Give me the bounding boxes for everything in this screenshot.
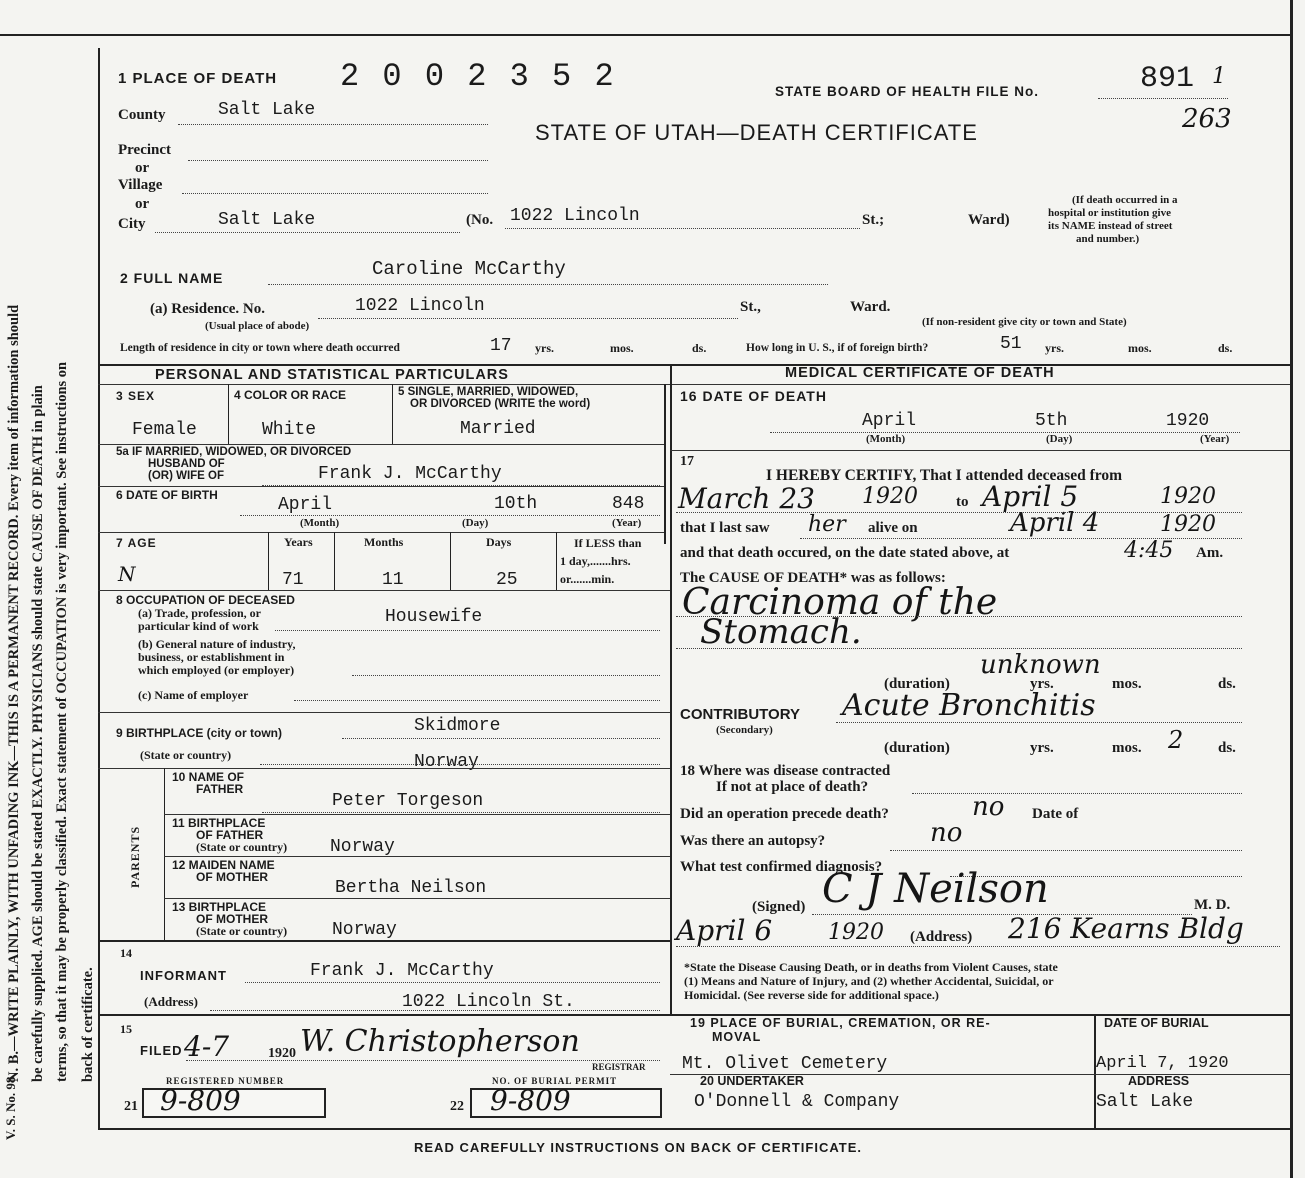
- mother-value: Bertha Neilson: [335, 878, 487, 898]
- birthplace-line: [342, 738, 660, 739]
- father-birthplace: Norway: [330, 837, 395, 857]
- dob-day: 10th: [494, 494, 538, 514]
- disease-label-2: If not at place of death?: [716, 779, 869, 795]
- filed-line: [186, 1060, 660, 1061]
- father-birth-label-2: OF FATHER: [196, 828, 264, 842]
- attended-from: March 23: [678, 482, 815, 515]
- father-birth-label-3: (State or country): [196, 840, 288, 854]
- age-days: 25: [496, 570, 518, 590]
- certificate-title: STATE OF UTAH—DEATH CERTIFICATE: [535, 120, 978, 145]
- signed-date: April 6: [676, 914, 773, 947]
- marital-label-2: OR DIVORCED (WRITE the word): [410, 398, 591, 410]
- how-long-us-years: 51: [1000, 334, 1022, 354]
- duration2-mos: mos.: [1112, 740, 1142, 756]
- parents-divider: [164, 768, 165, 940]
- color-marital-divider: [392, 384, 393, 444]
- usual-abode-label: (Usual place of abode): [205, 320, 310, 332]
- side-note-vs-number: V. S. No. 98: [3, 1076, 18, 1140]
- duration-yrs: yrs.: [1030, 676, 1054, 692]
- spouse-label-3: (OR) WIFE OF: [148, 470, 225, 482]
- operation-label: Did an operation precede death?: [680, 806, 889, 822]
- death-date-rule: [670, 450, 1290, 451]
- death-year-caption: (Year): [1200, 433, 1230, 445]
- occured-text: and that death occured, on the date stated above, at: [680, 545, 1010, 561]
- certify-num: 17: [680, 454, 694, 469]
- filed-label: FILED: [140, 1043, 183, 1058]
- full-name-label: 2 FULL NAME: [120, 270, 224, 286]
- occupation-a-2: particular kind of work: [138, 619, 259, 633]
- attended-to: April 5: [982, 480, 1079, 513]
- burial-date: April 7, 1920: [1096, 1054, 1229, 1073]
- mother-birthplace: Norway: [332, 920, 397, 940]
- birthplace-label: 9 BIRTHPLACE (city or town): [116, 726, 283, 740]
- informant-address-label: (Address): [144, 994, 198, 1009]
- death-day: 5th: [1035, 411, 1068, 431]
- disease-line: [912, 793, 1242, 794]
- dob-year: 848: [612, 494, 645, 514]
- informant-num: 14: [120, 946, 132, 960]
- center-divider: [670, 364, 672, 1014]
- birthplace-country-line: [260, 764, 660, 765]
- form-top-border: [0, 34, 1290, 36]
- marital-label-1: 5 SINGLE, MARRIED, WIDOWED,: [398, 386, 579, 398]
- burial-date-label: DATE OF BURIAL: [1104, 1016, 1209, 1030]
- age-less-3: or.......min.: [560, 572, 615, 586]
- marital-value: Married: [460, 419, 536, 439]
- death-month-caption: (Month): [866, 433, 906, 445]
- county-line: [178, 124, 488, 125]
- row-rule-10: [98, 940, 670, 942]
- form-left-border: [98, 48, 100, 1128]
- footnote-3: Homicidal. (See reverse side for additional space.): [684, 988, 939, 1002]
- row-rule-1: [98, 444, 664, 445]
- hospital-note-2: hospital or institution give: [1048, 207, 1171, 219]
- full-name-line: [268, 284, 828, 285]
- color-label: 4 COLOR OR RACE: [234, 388, 347, 402]
- us-mos-label: mos.: [1128, 341, 1152, 355]
- side-note-line-3: terms, so that it may be properly classified. Exact statement of OCCUPATION is very important. See instructions on: [54, 361, 70, 1082]
- city-line: [155, 232, 460, 233]
- mother-birth-label-3: (State or country): [196, 924, 288, 938]
- burial-label-1: 19 PLACE OF BURIAL, CREMATION, OR RE-: [690, 1016, 991, 1030]
- dob-year-caption: (Year): [612, 517, 642, 529]
- informant-label: INFORMANT: [140, 968, 227, 983]
- occupation-line: [275, 630, 660, 631]
- last-saw-label-2: alive on: [868, 520, 918, 536]
- burial-permit-number: 9-809: [490, 1084, 571, 1117]
- side-note-line-2: be carefully supplied. AGE should be stated EXACTLY. PHYSICIANS should state CAUSE OF DEATH in plain: [30, 385, 46, 1082]
- death-month: April: [862, 411, 917, 431]
- undertaker-label: 20 UNDERTAKER: [700, 1074, 804, 1088]
- duration-label: (duration): [884, 676, 950, 692]
- parents-label: PARENTS: [128, 825, 142, 888]
- us-yrs-label: yrs.: [1045, 341, 1064, 355]
- length-residence-years: 17: [490, 336, 512, 356]
- file-number-label: STATE BOARD OF HEALTH FILE No.: [775, 84, 1039, 99]
- age-less-2: 1 day,.......hrs.: [560, 554, 631, 568]
- sex-color-divider: [228, 384, 229, 444]
- duration-mos: mos.: [1112, 676, 1142, 692]
- full-name-value: Caroline McCarthy: [372, 258, 566, 280]
- burial-label-2: MOVAL: [712, 1030, 762, 1044]
- contributory-months: 2: [1168, 726, 1184, 754]
- stamp-number: 2 0 0 2 3 5 2: [340, 58, 616, 95]
- county-value: Salt Lake: [218, 100, 316, 120]
- age-mark: N: [118, 562, 136, 586]
- dob-line: [240, 515, 660, 516]
- age-days-caption: Days: [486, 535, 512, 549]
- nonresident-note: (If non-resident give city or town and State): [922, 316, 1127, 328]
- death-time-am: Am.: [1196, 545, 1224, 561]
- duration2-ds: ds.: [1218, 740, 1236, 756]
- county-label: County: [118, 107, 166, 123]
- footnote-2: (1) Means and Nature of Injury, and (2) whether Accidental, Suicidal, or: [684, 974, 1054, 988]
- contributory-value: Acute Bronchitis: [842, 688, 1096, 723]
- section-top-rule: [98, 364, 1290, 366]
- cause-label: The CAUSE OF DEATH* was as follows:: [680, 570, 946, 586]
- street-st-label: St.;: [862, 212, 885, 228]
- row-rule-6: [98, 768, 670, 769]
- autopsy-value: no: [930, 818, 963, 848]
- sex-value: Female: [132, 420, 197, 440]
- cause-line-1: Carcinoma of the: [682, 582, 998, 623]
- file-number: 891: [1140, 62, 1195, 96]
- occupation-c: (c) Name of employer: [138, 688, 249, 702]
- street-ward-label: Ward): [968, 212, 1010, 228]
- residence-label: (a) Residence. No.: [150, 301, 265, 317]
- father-birth-label-1: 11 BIRTHPLACE: [172, 816, 266, 830]
- age-years-caption: Years: [284, 535, 313, 549]
- row-rule-4: [98, 590, 670, 591]
- village-line: [182, 193, 488, 194]
- hospital-note-4: and number.): [1076, 233, 1140, 245]
- age-months-caption: Months: [364, 535, 404, 549]
- row-rule-9: [164, 898, 670, 899]
- contributory-line: [836, 722, 1242, 723]
- birthplace-state-label: (State or country): [140, 748, 232, 762]
- physician-signature: C J Neilson: [822, 866, 1049, 912]
- registered-number: 9-809: [160, 1084, 241, 1117]
- residence-line: [318, 318, 738, 319]
- filed-year: 1920: [268, 1046, 296, 1061]
- row-rule-7: [164, 814, 670, 815]
- date-of-label: Date of: [1032, 806, 1079, 822]
- hospital-note-1: (If death occurred in a: [1072, 194, 1178, 206]
- operation-value: no: [972, 792, 1005, 822]
- filed-date: 4-7: [184, 1030, 230, 1063]
- registrar-signature: W. Christopherson: [300, 1024, 580, 1059]
- precinct-line: [188, 160, 488, 161]
- dob-day-caption: (Day): [462, 517, 489, 529]
- death-time: 4:45: [1124, 538, 1174, 563]
- birthplace-country: Norway: [414, 752, 479, 772]
- mother-birth-label-2: OF MOTHER: [196, 912, 268, 926]
- informant-line: [245, 982, 660, 983]
- disease-label-1: 18 Where was disease contracted: [680, 763, 891, 779]
- burial-place: Mt. Olivet Cemetery: [682, 1054, 888, 1074]
- registrar-label: REGISTRAR: [592, 1062, 646, 1072]
- last-saw-pronoun: her: [808, 512, 846, 537]
- secondary-label: (Secondary): [716, 724, 773, 736]
- age-div-1: [268, 532, 269, 590]
- row-rule-8: [164, 856, 670, 857]
- occupation-b-1: (b) General nature of industry,: [138, 637, 296, 651]
- place-of-death-label: 1 PLACE OF DEATH: [118, 70, 278, 87]
- registered-prefix: 21: [124, 1099, 138, 1114]
- or-label-2: or: [135, 196, 150, 212]
- death-date-line: [770, 432, 1240, 433]
- street-no-label: (No.: [466, 212, 494, 228]
- employer-name-line: [294, 700, 660, 701]
- age-div-3: [450, 532, 451, 590]
- footer-instructions: READ CAREFULLY INSTRUCTIONS ON BACK OF CERTIFICATE.: [414, 1140, 862, 1155]
- physician-address-line: [676, 946, 1280, 947]
- age-div-2: [334, 532, 335, 590]
- attended-line: [676, 512, 1242, 513]
- father-label-2: FATHER: [196, 782, 244, 796]
- father-value: Peter Torgeson: [332, 791, 484, 811]
- personal-heading: PERSONAL AND STATISTICAL PARTICULARS: [155, 367, 509, 383]
- residence-ward-label: Ward.: [850, 299, 891, 315]
- length-yrs-label: yrs.: [535, 341, 554, 355]
- death-day-caption: (Day): [1046, 433, 1073, 445]
- footnote-1: *State the Disease Causing Death, or in deaths from Violent Causes, state: [684, 960, 1058, 974]
- last-saw-date: April 4: [1010, 508, 1100, 538]
- md-label: M. D.: [1194, 897, 1231, 913]
- age-div-4: [556, 532, 557, 590]
- how-long-us-label: How long in U. S., if of foreign birth?: [746, 342, 929, 354]
- occupation-b-3: which employed (or employer): [138, 663, 295, 677]
- undertaker-value: O'Donnell & Company: [694, 1092, 900, 1112]
- undertaker-address-label: ADDRESS: [1128, 1074, 1190, 1088]
- burial-permit-prefix: 22: [450, 1099, 464, 1114]
- burial-permit-label: NO. OF BURIAL PERMIT: [492, 1076, 618, 1086]
- hospital-note-3: its NAME instead of street: [1048, 220, 1173, 232]
- physician-address-label: (Address): [910, 929, 973, 945]
- length-residence-label: Length of residence in city or town where death occurred: [120, 342, 400, 354]
- spouse-label-1: 5a IF MARRIED, WIDOWED, OR DIVORCED: [116, 446, 352, 458]
- occupation-label: 8 OCCUPATION OF DECEASED: [116, 593, 295, 607]
- informant-address-line: [210, 1010, 660, 1011]
- form-bottom-border: [98, 1128, 1290, 1130]
- mother-label-2: OF MOTHER: [196, 870, 268, 884]
- row-rule-2: [98, 486, 664, 487]
- length-mos-label: mos.: [610, 341, 634, 355]
- attended-to-year: 1920: [1160, 484, 1216, 509]
- last-saw-year: 1920: [1160, 512, 1216, 537]
- sex-label: 3 SEX: [116, 389, 156, 403]
- informant-address: 1022 Lincoln St.: [402, 992, 575, 1012]
- autopsy-label: Was there an autopsy?: [680, 833, 826, 849]
- length-ds-label: ds.: [692, 341, 707, 355]
- informant-value: Frank J. McCarthy: [310, 961, 494, 981]
- filed-num: 15: [120, 1022, 132, 1036]
- duration2-label: (duration): [884, 740, 950, 756]
- test-label: What test confirmed diagnosis?: [680, 859, 883, 875]
- spouse-label-2: HUSBAND OF: [148, 458, 225, 470]
- age-label: 7 AGE: [116, 536, 157, 550]
- dob-month-caption: (Month): [300, 517, 340, 529]
- file-number-secondary: 263: [1182, 104, 1232, 134]
- death-year: 1920: [1166, 411, 1210, 431]
- row-rule-3: [98, 532, 664, 533]
- cause-line-2: Stomach.: [700, 612, 862, 652]
- autopsy-line: [890, 850, 1242, 851]
- dob-label: 6 DATE OF BIRTH: [116, 488, 218, 502]
- mother-birth-label-1: 13 BIRTHPLACE: [172, 900, 267, 914]
- duration-unknown: unknown: [980, 650, 1101, 680]
- age-months: 11: [382, 570, 404, 590]
- left-column-divider: [664, 384, 666, 544]
- village-label: Village: [118, 177, 163, 193]
- row-rule-5: [98, 712, 670, 713]
- dob-month: April: [278, 495, 333, 515]
- residence-st-label: St.,: [740, 299, 761, 315]
- undertaker-address: Salt Lake: [1096, 1092, 1194, 1112]
- side-note-line-4: back of certificate.: [80, 967, 96, 1082]
- certify-text: I HEREBY CERTIFY, That I attended deceased from: [766, 467, 1122, 484]
- medical-heading: MEDICAL CERTIFICATE OF DEATH: [785, 365, 1055, 381]
- father-label-1: 10 NAME OF: [172, 770, 245, 784]
- occupation-b-2: business, or establishment in: [138, 650, 285, 664]
- spouse-value: Frank J. McCarthy: [318, 464, 502, 484]
- file-number-mark: 1: [1212, 64, 1226, 89]
- age-years: 71: [282, 570, 304, 590]
- father-line: [262, 812, 660, 813]
- signed-label: (Signed): [752, 899, 806, 915]
- registered-number-label: REGISTERED NUMBER: [166, 1076, 285, 1086]
- section-heading-rule: [98, 384, 1290, 385]
- birthplace-city: Skidmore: [414, 716, 501, 736]
- city-value: Salt Lake: [218, 210, 316, 230]
- form-right-border: [1290, 0, 1293, 1178]
- signed-year: 1920: [828, 920, 884, 945]
- last-saw-line: [800, 538, 1242, 539]
- employer-line: [352, 675, 660, 676]
- contributory-label: CONTRIBUTORY: [680, 706, 800, 723]
- duration-ds: ds.: [1218, 676, 1236, 692]
- attended-from-year: 1920: [862, 484, 918, 509]
- city-label: City: [118, 216, 146, 232]
- color-value: White: [262, 420, 317, 440]
- street-value: 1022 Lincoln: [510, 206, 640, 226]
- occupation-a-1: (a) Trade, profession, or: [138, 606, 261, 620]
- age-less-1: If LESS than: [574, 536, 642, 550]
- precinct-label: Precinct: [118, 142, 172, 158]
- residence-value: 1022 Lincoln: [355, 296, 485, 316]
- duration2-yrs: yrs.: [1030, 740, 1054, 756]
- file-number-line: [1098, 98, 1228, 99]
- mother-label-1: 12 MAIDEN NAME: [172, 858, 275, 872]
- occupation-value: Housewife: [385, 607, 483, 627]
- street-line: [505, 228, 860, 229]
- physician-address: 216 Kearns Bldg: [1008, 912, 1244, 945]
- date-of-death-label: 16 DATE OF DEATH: [680, 388, 827, 404]
- cause-line-2-rule: [676, 648, 1242, 649]
- last-saw-label-1: that I last saw: [680, 520, 770, 536]
- side-note-line-1: N. B.—WRITE PLAINLY, WITH UNFADING INK—THIS IS A PERMANENT RECORD. Every item of information should: [6, 304, 22, 1082]
- us-ds-label: ds.: [1218, 341, 1233, 355]
- or-label-1: or: [135, 160, 150, 176]
- attended-to-label: to: [956, 494, 969, 510]
